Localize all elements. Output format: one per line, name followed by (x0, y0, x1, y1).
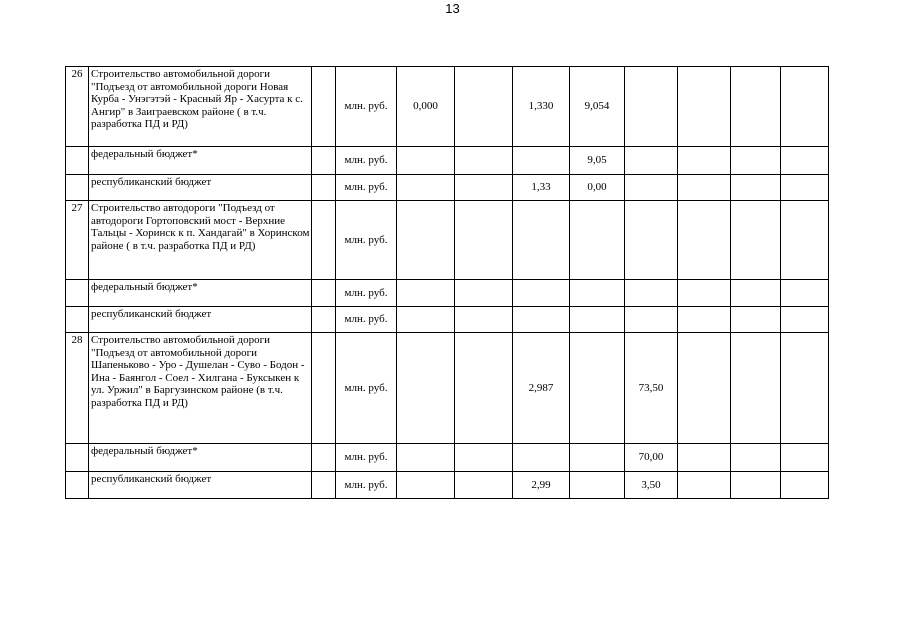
empty-cell (312, 67, 336, 147)
row-name: Строительство автодороги "Подъезд от автодороги Гортоповский мост - Верхние Тальцы - Хоринск к п. Хандагай" в Хоринском районе ( в т.ч. разработка ПД и РД) (89, 201, 312, 280)
value-cell (781, 67, 829, 147)
empty-cell (312, 307, 336, 333)
value-cell (678, 280, 731, 307)
value-cell: 3,50 (625, 472, 678, 499)
value-cell (731, 201, 781, 280)
value-cell (397, 280, 455, 307)
value-cell (678, 472, 731, 499)
value-cell (455, 472, 513, 499)
table-row (66, 444, 829, 472)
value-cell (678, 147, 731, 175)
value-cell (731, 307, 781, 333)
value-cell (455, 175, 513, 201)
value-cell (625, 280, 678, 307)
row-number (66, 307, 89, 333)
value-cell (455, 201, 513, 280)
row-name: республиканский бюджет (89, 175, 312, 201)
row-number (66, 444, 89, 472)
value-cell (455, 307, 513, 333)
row-number: 28 (66, 333, 89, 444)
row-number (66, 147, 89, 175)
empty-cell (312, 280, 336, 307)
value-cell (678, 201, 731, 280)
unit-cell: млн. руб. (336, 67, 397, 147)
value-cell (513, 147, 570, 175)
value-cell (781, 444, 829, 472)
value-cell (513, 280, 570, 307)
row-name: республиканский бюджет (89, 472, 312, 499)
value-cell (625, 201, 678, 280)
table-row (66, 280, 829, 307)
table-row (66, 307, 829, 333)
unit-cell: млн. руб. (336, 333, 397, 444)
value-cell (678, 175, 731, 201)
value-cell (731, 472, 781, 499)
value-cell (678, 67, 731, 147)
row-name: Строительство автомобильной дороги "Подъезд от автомобильной дороги Новая Курба - Унэгэтэй - Красный Яр - Хасурта к с. Ангир" в Заиграевском районе ( в т.ч. разработка ПД и РД) (89, 67, 312, 147)
value-cell (678, 307, 731, 333)
value-cell (397, 472, 455, 499)
value-cell (570, 472, 625, 499)
row-name: федеральный бюджет* (89, 147, 312, 175)
value-cell (781, 175, 829, 201)
value-cell: 1,33 (513, 175, 570, 201)
unit-cell: млн. руб. (336, 147, 397, 175)
row-name: республиканский бюджет (89, 307, 312, 333)
value-cell (570, 333, 625, 444)
row-number: 26 (66, 67, 89, 147)
unit-cell: млн. руб. (336, 472, 397, 499)
value-cell (678, 444, 731, 472)
value-cell: 2,987 (513, 333, 570, 444)
value-cell (678, 333, 731, 444)
value-cell (781, 147, 829, 175)
row-number (66, 175, 89, 201)
unit-cell: млн. руб. (336, 307, 397, 333)
value-cell: 9,054 (570, 67, 625, 147)
value-cell: 0,000 (397, 67, 455, 147)
unit-cell: млн. руб. (336, 175, 397, 201)
row-name: федеральный бюджет* (89, 280, 312, 307)
table-row (66, 472, 829, 499)
value-cell (513, 201, 570, 280)
value-cell (455, 280, 513, 307)
page-number: 13 (445, 1, 460, 16)
value-cell: 2,99 (513, 472, 570, 499)
value-cell: 70,00 (625, 444, 678, 472)
value-cell: 73,50 (625, 333, 678, 444)
value-cell (781, 201, 829, 280)
value-cell (731, 444, 781, 472)
value-cell: 1,330 (513, 67, 570, 147)
value-cell (625, 67, 678, 147)
row-number (66, 472, 89, 499)
unit-cell: млн. руб. (336, 201, 397, 280)
table-row (66, 201, 829, 280)
value-cell (625, 175, 678, 201)
value-cell (625, 307, 678, 333)
table-row (66, 67, 829, 147)
row-name: Строительство автомобильной дороги "Подъезд от автомобильной дороги Шапеньково - Уро - Душелан - Суво - Бодон - Ина - Баянгол - Соел - Хилгана - Буксыкен к ул. Уржил" в Баргузинском районе (в т.ч. разработка ПД и РД) (89, 333, 312, 444)
value-cell (397, 333, 455, 444)
empty-cell (312, 333, 336, 444)
unit-cell: млн. руб. (336, 280, 397, 307)
value-cell (455, 444, 513, 472)
budget-table (65, 66, 829, 499)
value-cell (570, 307, 625, 333)
value-cell (731, 333, 781, 444)
value-cell (397, 175, 455, 201)
value-cell (781, 307, 829, 333)
value-cell (731, 147, 781, 175)
empty-cell (312, 175, 336, 201)
value-cell (781, 280, 829, 307)
value-cell (781, 333, 829, 444)
row-number: 27 (66, 201, 89, 280)
value-cell (570, 444, 625, 472)
value-cell (625, 147, 678, 175)
value-cell: 0,00 (570, 175, 625, 201)
empty-cell (312, 444, 336, 472)
value-cell (781, 472, 829, 499)
empty-cell (312, 472, 336, 499)
table-row (66, 147, 829, 175)
table-row (66, 333, 829, 444)
value-cell (731, 67, 781, 147)
value-cell (570, 280, 625, 307)
value-cell (513, 307, 570, 333)
row-number (66, 280, 89, 307)
value-cell (570, 201, 625, 280)
row-name: федеральный бюджет* (89, 444, 312, 472)
value-cell (455, 147, 513, 175)
value-cell: 9,05 (570, 147, 625, 175)
value-cell (513, 444, 570, 472)
value-cell (397, 201, 455, 280)
value-cell (731, 175, 781, 201)
empty-cell (312, 147, 336, 175)
value-cell (455, 67, 513, 147)
value-cell (455, 333, 513, 444)
value-cell (397, 444, 455, 472)
value-cell (397, 307, 455, 333)
empty-cell (312, 201, 336, 280)
value-cell (731, 280, 781, 307)
unit-cell: млн. руб. (336, 444, 397, 472)
table-row (66, 175, 829, 201)
value-cell (397, 147, 455, 175)
